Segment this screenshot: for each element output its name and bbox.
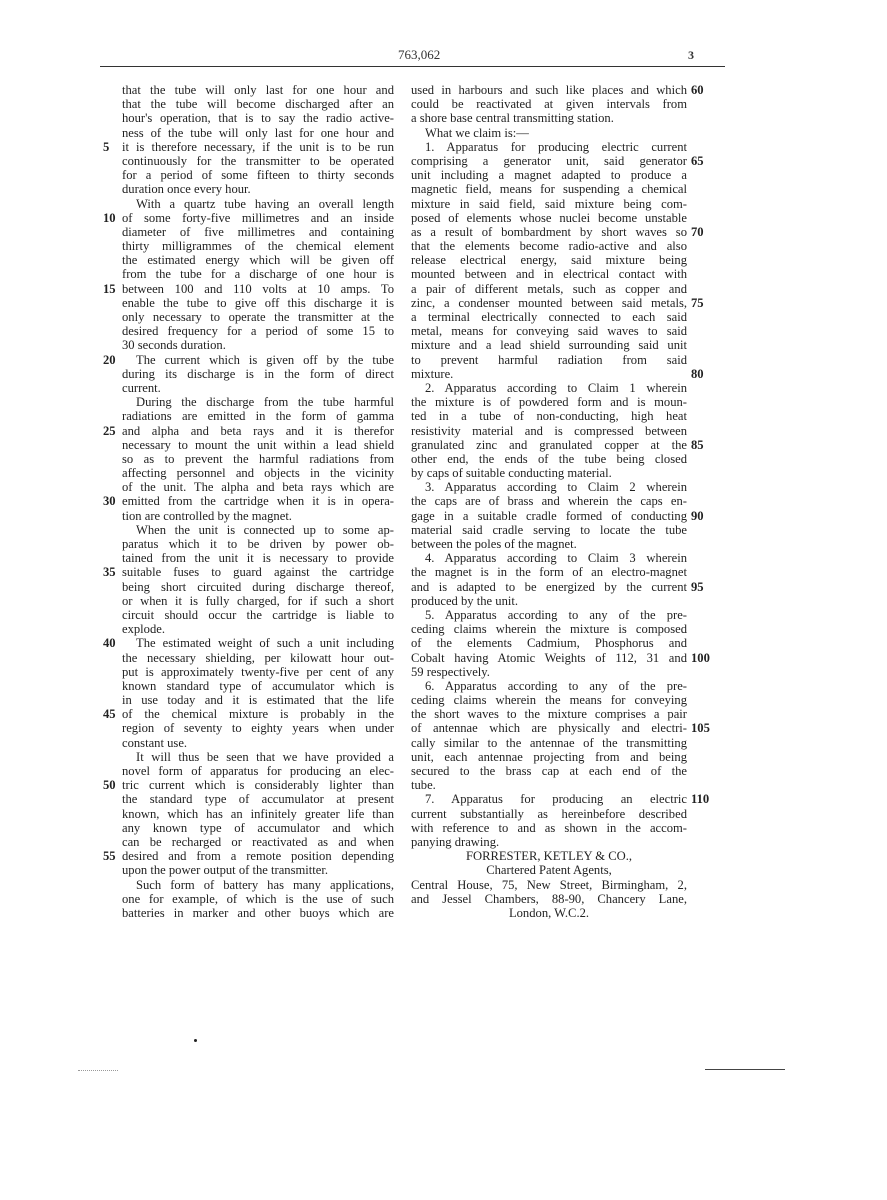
line-text: unit including a magnet adapted to produce a [411, 168, 687, 183]
line-text: 6. Apparatus according to any of the pre- [425, 678, 687, 693]
text-line [411, 622, 687, 636]
text-line [122, 622, 394, 636]
line-text: desired and from a remote position depending [122, 849, 394, 864]
line-text: What we claim is:— [425, 125, 529, 140]
text-line [122, 239, 394, 253]
text-line [103, 423, 394, 438]
line-text: posed of elements whose nuclei become unstable [411, 210, 687, 225]
text-line [122, 537, 394, 551]
line-text: of some forty-five millimetres and an inside [122, 210, 394, 225]
text-line [122, 409, 394, 423]
line-text: 59 respectively. [411, 664, 490, 679]
line-number: 95 [691, 579, 704, 594]
line-text: current substantially as hereinbefore described [411, 806, 687, 821]
line-text: thirty milligrammes of the chemical element [122, 239, 394, 254]
text-line [411, 239, 687, 253]
line-text: the caps are of brass and wherein the caps en- [411, 494, 687, 509]
text-line [411, 736, 687, 750]
line-text: that the tube will only last for one hour and [122, 83, 394, 97]
line-number: 20 [103, 352, 116, 367]
line-text: as a result of bombardment by short waves so [411, 224, 687, 239]
text-line [411, 211, 687, 225]
line-text: zinc, a condenser mounted between said metals, [411, 295, 687, 310]
line-text: the necessary shielding, per kilowatt hour out- [122, 650, 394, 665]
line-text: 1. Apparatus for producing electric current [425, 139, 687, 154]
text-line [103, 636, 394, 651]
line-text: the estimated energy which will be given off [122, 253, 394, 268]
line-text: and alpha and beta rays and it is therefor [122, 423, 394, 438]
line-number: 10 [103, 210, 116, 225]
text-line [122, 111, 394, 125]
text-line [411, 523, 687, 537]
text-line [411, 693, 687, 707]
text-line [103, 494, 394, 509]
line-text: 7. Apparatus for producing an electric [425, 792, 687, 807]
line-text: the short waves to the mixture comprises a pair [411, 707, 687, 722]
line-text: desired frequency for a period of some 15 to [122, 324, 394, 339]
text-line [411, 153, 704, 168]
text-line [122, 792, 394, 806]
ink-speck [194, 1039, 197, 1042]
line-text: ceding claims wherein the means for conveying [411, 693, 687, 708]
text-line [103, 139, 394, 154]
line-text: metal, means for conveying said waves to said [411, 324, 687, 339]
text-line [122, 480, 394, 494]
line-text: current. [122, 380, 161, 395]
text-line [122, 551, 394, 565]
line-text: region of seventy to eighty years when under [122, 721, 394, 736]
text-line [411, 721, 710, 736]
line-text: between the poles of the magnet. [411, 537, 577, 551]
text-line [411, 126, 687, 140]
line-text: put is approximately twenty-five per cent of any [122, 664, 394, 679]
line-text: a shore base central transmitting station. [411, 111, 614, 126]
line-text: between 100 and 110 volts at 10 amps. To [122, 281, 394, 296]
line-text: it is therefore necessary, if the unit is to be run [122, 139, 394, 154]
line-text: With a quartz tube having an overall length [136, 196, 394, 211]
line-text: so as to prevent the harmful radiations from [122, 451, 394, 466]
text-line [103, 778, 394, 793]
text-line [122, 835, 394, 849]
line-text: 4. Apparatus according to Claim 3 wherein [425, 551, 687, 566]
line-number: 15 [103, 281, 116, 296]
line-text: suitable fuses to guard against the cartridge [122, 565, 394, 580]
line-text: tube. [411, 778, 436, 793]
agent-address-line: Chartered Patent Agents, [486, 863, 612, 878]
agent-firm-name: FORRESTER, KETLEY & CO., [465, 849, 633, 864]
text-line [411, 366, 704, 381]
line-text: mixture. [411, 366, 454, 381]
text-line [122, 395, 394, 409]
text-line [122, 225, 394, 239]
line-text: enable the tube to give off this discharge it is [122, 295, 394, 310]
line-text: explode. [122, 622, 166, 637]
line-text: novel form of apparatus for producing an elec- [122, 764, 394, 778]
line-text: a terminal electrically connected to each said [411, 310, 687, 324]
text-line [411, 650, 710, 665]
line-number: 25 [103, 423, 116, 438]
line-number: 105 [691, 721, 710, 736]
text-line [122, 83, 394, 97]
right-column [411, 83, 710, 920]
text-line [122, 253, 394, 267]
line-text: one for example, of which is the use of such [122, 891, 394, 906]
text-line [122, 608, 394, 622]
text-line [411, 792, 710, 807]
line-text: mounted between and in electrical contact with [411, 267, 687, 282]
line-text: The estimated weight of such a unit including [136, 636, 394, 651]
text-line [411, 295, 704, 310]
line-text: of antennae which are physically and electri- [411, 721, 687, 736]
text-line [411, 494, 687, 508]
text-line [122, 523, 394, 537]
agent-address-line: London, W.C.2. [508, 905, 590, 920]
line-text: and is adapted to be energized by the current [411, 579, 687, 594]
text-line [122, 367, 394, 381]
line-number: 60 [691, 83, 704, 97]
text-line [103, 565, 394, 580]
text-line [411, 807, 687, 821]
line-number: 5 [103, 139, 110, 154]
line-text: a pair of different metals, such as copper and [411, 281, 687, 296]
text-line [122, 821, 394, 835]
line-number: 50 [103, 778, 116, 793]
line-number: 100 [691, 650, 710, 665]
line-text: paratus which it to be driven by power ob- [122, 537, 394, 551]
line-text: panying drawing. [411, 834, 500, 849]
text-line [411, 608, 687, 622]
line-number: 90 [691, 508, 704, 523]
agent-address-line: and Jessel Chambers, 88-90, Chancery Lane, [411, 891, 687, 906]
text-line [411, 253, 687, 267]
line-text: the standard type of accumulator at present [122, 792, 394, 807]
line-text: only necessary to operate the transmitter at the [122, 310, 394, 324]
text-line [411, 97, 687, 111]
text-line [122, 452, 394, 466]
line-text: during its discharge is in the form of direct [122, 366, 394, 381]
text-line [122, 126, 394, 140]
line-text: resistivity material and is compressed between [411, 423, 687, 438]
line-text: with reference to and as shown in the accom- [411, 820, 687, 835]
line-text: tion are controlled by the magnet. [122, 508, 292, 523]
text-line [411, 508, 704, 523]
line-text: from the tube for a discharge of one hour is [122, 267, 394, 282]
line-number: 30 [103, 494, 116, 509]
line-text: or when it is fully charged, for if such a short [122, 593, 394, 608]
text-line [122, 665, 394, 679]
line-text: used in harbours and such like places and which [411, 83, 687, 97]
text-line [122, 878, 394, 892]
line-text: diameter of five millimetres and containing [122, 224, 394, 239]
text-line [122, 267, 394, 281]
text-line [411, 551, 687, 565]
text-line [411, 452, 687, 466]
text-line [122, 310, 394, 324]
line-text: gage in a suitable cradle formed of conducting [411, 508, 687, 523]
footer-rule [705, 1069, 785, 1070]
text-line [411, 111, 687, 125]
line-text: 2. Apparatus according to Claim 1 wherein [425, 380, 687, 395]
text-line [411, 267, 687, 281]
text-line [122, 182, 394, 196]
text-line [411, 409, 687, 423]
text-line [122, 338, 394, 352]
line-number: 70 [691, 224, 704, 239]
text-line [122, 721, 394, 735]
line-text: unit, each antennae projecting from and being [411, 749, 687, 764]
line-text: ted in a tube of non-conducting, high heat [411, 409, 687, 424]
line-text: for a period of some fifteen to thirty seconds [122, 168, 394, 183]
line-number: 110 [691, 792, 710, 807]
text-line [122, 296, 394, 310]
line-text: constant use. [122, 735, 188, 750]
line-text: by caps of suitable conducting material. [411, 466, 612, 481]
text-line [122, 651, 394, 665]
text-line [411, 707, 687, 721]
text-line [122, 580, 394, 594]
line-text: radiations are emitted in the form of gamma [122, 409, 394, 424]
text-line [411, 395, 687, 409]
line-text: any known type of accumulator and which [122, 820, 394, 835]
line-text: Cobalt having Atomic Weights of 112, 31 and [411, 650, 687, 665]
patent-number: 763,062 [398, 47, 441, 62]
line-text: continuously for the transmitter to be operated [122, 153, 394, 168]
line-text: tric current which is considerably lighter than [122, 778, 394, 793]
line-text: can be recharged or reactivated as and when [122, 834, 394, 849]
line-text: other end, the ends of the tube being closed [411, 451, 687, 466]
line-text: tained from the unit it is necessary to provide [122, 551, 394, 566]
line-text: in use today and it is estimated that the life [122, 693, 394, 708]
text-line [411, 665, 687, 679]
line-text: to prevent harmful radiation from said [411, 352, 687, 367]
text-line [411, 636, 687, 650]
line-text: secured to the brass cap at each end of the [411, 764, 687, 778]
line-text: During the discharge from the tube harmful [136, 395, 394, 410]
text-line [411, 353, 687, 367]
text-line [122, 693, 394, 707]
line-text: ceding claims wherein the mixture is composed [411, 622, 687, 637]
line-text: duration once every hour. [122, 182, 251, 197]
text-line [122, 168, 394, 182]
text-line [103, 281, 394, 296]
text-line [411, 282, 687, 296]
text-line [411, 764, 687, 778]
line-text: The current which is given off by the tube [136, 352, 394, 367]
text-line [411, 168, 687, 182]
text-line [411, 182, 687, 196]
text-line [411, 197, 687, 211]
text-line [122, 750, 394, 764]
text-line [411, 381, 687, 395]
text-line [411, 480, 687, 494]
line-text: could be reactivated at given intervals from [411, 97, 687, 112]
line-text: that the tube will become discharged after an [122, 97, 394, 112]
text-line [411, 679, 687, 693]
line-text: being short circuited during discharge thereof, [122, 579, 394, 594]
line-text: When the unit is connected up to some ap- [136, 522, 394, 537]
text-line [103, 352, 394, 367]
line-text: Such form of battery has many applications, [136, 877, 394, 892]
line-text: mixture in said field, said mixture being com- [411, 196, 687, 211]
left-column [103, 83, 394, 920]
text-line [122, 807, 394, 821]
text-line [411, 324, 687, 338]
text-line [411, 466, 687, 480]
line-number: 40 [103, 636, 116, 651]
line-text: granulated zinc and granulated copper at the [411, 437, 687, 452]
text-line [411, 750, 687, 764]
line-text: of the elements Cadmium, Phosphorus and [411, 636, 687, 651]
line-number: 80 [691, 366, 704, 381]
text-line [411, 224, 704, 239]
line-text: known, which has an infinitely greater life than [122, 806, 394, 821]
line-text: ness of the tube will only last for one hour and [122, 125, 394, 140]
line-text: release electrical energy, said mixture being [411, 253, 687, 268]
text-line [122, 438, 394, 452]
text-line [122, 509, 394, 523]
text-line [122, 466, 394, 480]
text-line [122, 381, 394, 395]
text-line [411, 565, 687, 579]
text-line [122, 736, 394, 750]
line-text: 30 seconds duration. [122, 338, 226, 353]
text-line [122, 594, 394, 608]
line-text: mixture and a lead shield surrounding said unit [411, 338, 687, 353]
line-text: 5. Apparatus according to any of the pre- [425, 607, 687, 622]
line-text: emitted from the cartridge when it is in opera- [122, 494, 394, 509]
text-line [122, 324, 394, 338]
text-line [411, 579, 704, 594]
text-line [411, 424, 687, 438]
line-text: cally similar to the antennae of the transmitting [411, 735, 687, 750]
line-text: 3. Apparatus according to Claim 2 wherein [425, 480, 687, 495]
text-line [122, 892, 394, 906]
line-text: produced by the unit. [411, 593, 519, 608]
text-line [103, 849, 394, 864]
text-line [103, 210, 394, 225]
text-line [411, 338, 687, 352]
line-text: upon the power output of the transmitter. [122, 863, 329, 878]
text-line [122, 679, 394, 693]
text-line [411, 83, 704, 97]
line-text: the magnet is in the form of an electro-magnet [411, 565, 687, 580]
text-line [411, 821, 687, 835]
line-text: of the chemical mixture is probably in the [122, 707, 394, 722]
text-line [122, 97, 394, 111]
line-text: of the unit. The alpha and beta rays which are [122, 480, 394, 495]
line-number: 35 [103, 565, 116, 580]
page-number: 3 [688, 48, 694, 62]
text-line [122, 154, 394, 168]
text-line [122, 764, 394, 778]
line-number: 45 [103, 707, 116, 722]
line-text: magnetic field, means for suspending a chemical [411, 182, 687, 197]
line-text: that the elements become radio-active and also [411, 239, 687, 254]
line-text: It will thus be seen that we have provided a [136, 749, 394, 764]
text-line [103, 707, 394, 722]
text-line [122, 906, 394, 920]
text-line [411, 310, 687, 324]
text-line [411, 835, 687, 849]
line-text: affecting personnel and objects in the vicinity [122, 466, 394, 481]
line-text: the mixture is of powdered form and is moun- [411, 395, 687, 410]
line-number: 85 [691, 437, 704, 452]
footer-mark-left [78, 1070, 118, 1071]
text-line [122, 197, 394, 211]
line-text: hour's operation, that is to say the radio active- [122, 111, 394, 126]
line-number: 55 [103, 849, 116, 864]
text-line [411, 594, 687, 608]
text-line [411, 437, 704, 452]
line-number: 65 [691, 153, 704, 168]
header-rule [100, 66, 725, 67]
line-text: batteries in marker and other buoys which are [122, 905, 394, 920]
line-text: circuit should occur the cartridge is liable to [122, 607, 394, 622]
line-text: material said cradle serving to locate the tube [411, 522, 687, 537]
text-line [411, 537, 687, 551]
text-line [411, 778, 687, 792]
agent-address-line: Central House, 75, New Street, Birmingham, 2, [411, 877, 687, 892]
line-text: comprising a generator unit, said generator [411, 153, 687, 168]
line-text: known standard type of accumulator which is [122, 678, 394, 693]
line-text: necessary to mount the unit within a lead shield [122, 437, 394, 452]
line-number: 75 [691, 295, 704, 310]
text-line [122, 863, 394, 877]
text-line [411, 140, 687, 154]
